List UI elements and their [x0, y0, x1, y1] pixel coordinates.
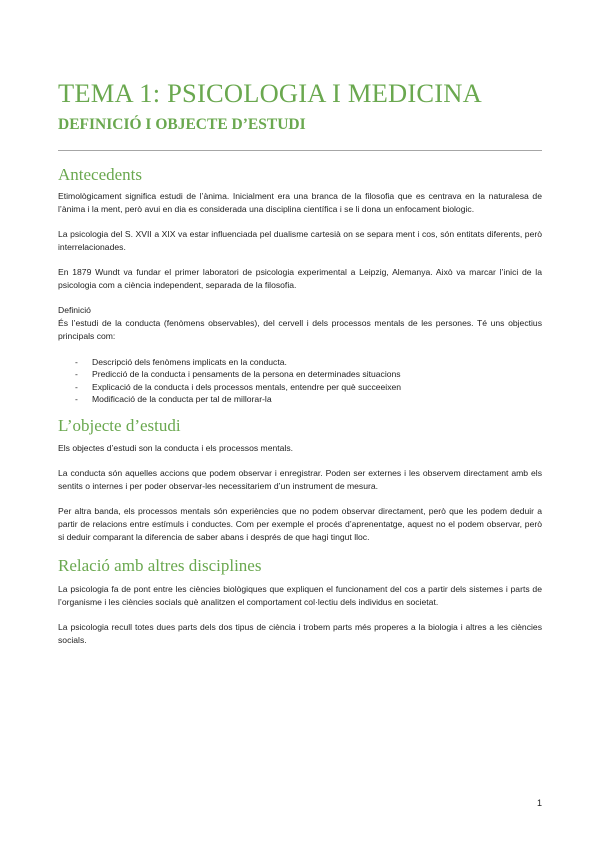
list-item-text: Descripció dels fenòmens implicats en la conducta.: [92, 357, 287, 367]
bullet-dash: -: [75, 381, 78, 392]
document-page: [58, 78, 542, 647]
paragraph: La psicologia del S. XVII a XIX va estar influenciada pel dualisme cartesià on se separa ment i cos, són entitats diferents, però interrelacionades.: [58, 229, 542, 252]
definition-label: Definició: [58, 305, 91, 315]
list-item: [58, 381, 542, 393]
list-item-text: Explicació de la conducta i dels processos mentals, entendre per què succeeixen: [92, 381, 402, 392]
paragraph: La conducta són aquelles accions que podem observar i enregistrar. Poden ser externes i les observem directament amb els sentits o internes i per poder observar-les necessitariem d’un instrument de mesura.: [58, 467, 542, 491]
list-item-text: Predicció de la conducta i pensaments de la persona en determinades situacions: [92, 369, 401, 380]
bullet-dash: -: [75, 394, 78, 405]
paragraph: Els objectes d’estudi son la conducta i els processos mentals.: [58, 442, 294, 453]
page-number: 1: [536, 798, 542, 808]
bullet-dash: -: [75, 357, 78, 367]
horizontal-divider: [58, 150, 542, 151]
list-item: [58, 393, 542, 405]
page-subtitle: DEFINICIÓ I OBJECTE D’ESTUDI: [58, 116, 306, 133]
objectives-list: [58, 356, 542, 406]
paragraph: La psicologia recull totes dues parts dels dos tipus de ciència i trobem parts més properes a la biologia i altres a les ciències socials.: [58, 621, 542, 645]
section-heading-relacio: Relació amb altres disciplines: [58, 555, 262, 575]
paragraph: Etimològicament significa estudi de l’ànima. Inicialment era una branca de la filosofia que es centrava en la naturalesa de l’ànima i la ment, però avui en dia es considerada una disciplina científica i se li dona un enfocament biologic.: [58, 191, 542, 214]
paragraph: La psicologia fa de pont entre les ciències biològiques que expliquen el funcionament del cos a partir dels sistemes i parts de l’organisme i les ciències socials què analitzen el comportament col·lectiu dels individus en societat.: [58, 583, 542, 607]
section-heading-antecedents: Antecedents: [58, 165, 143, 184]
paragraph: Per altra banda, els processos mentals són experiències que no podem observar directament, però que les podem deduir a partir de relacions entre estímuls i conductes. Com per exemple el procés d’aprenentatge, aquest no el podem observar, però si deduir comparant la diferencia de saber abans i després de que hagi tingut lloc.: [58, 505, 542, 542]
list-item: [58, 368, 542, 380]
bullet-dash: -: [75, 369, 78, 380]
definition-text: És l’estudi de la conducta (fenòmens observables), del cervell i dels processos mentals de les persones. Té uns objectius principals com:: [58, 318, 542, 341]
page-title: TEMA 1: PSICOLOGIA I MEDICINA: [58, 78, 482, 108]
paragraph: En 1879 Wundt va fundar el primer laboratori de psicologia experimental a Leipzig, Alemanya. Això va marcar l’inici de la psicologia com a ciència independent, separada de la filosofia.: [58, 267, 542, 290]
list-item: [58, 356, 542, 368]
section-heading-objecte: L’objecte d’estudi: [58, 415, 181, 435]
list-item-text: Modificació de la conducta per tal de millorar-la: [92, 394, 272, 405]
